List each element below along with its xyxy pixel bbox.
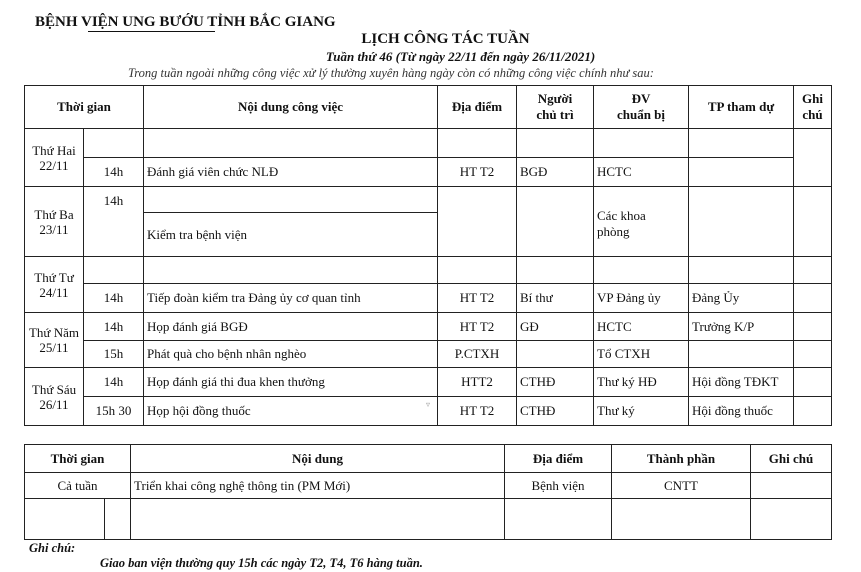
row-prep: VP Đảng ủy: [594, 284, 689, 313]
day-date: 25/11: [39, 340, 69, 355]
week-subtitle: [0, 49, 861, 65]
row-content: Tiếp đoàn kiểm tra Đảng ủy cơ quan tỉnh: [144, 284, 438, 313]
tasks-header-row: [25, 445, 832, 473]
table-row: [25, 313, 832, 341]
col-header-host-line2: chủ trì: [536, 107, 574, 122]
intro-text: Trong tuần ngoài những công việc xử lý thường xuyên hàng ngày còn có những công việc chính như sau:: [128, 66, 654, 80]
row-host: GĐ: [517, 313, 594, 341]
weekly-tasks-table: [24, 444, 832, 540]
row-content: Đánh giá viên chức NLĐ: [144, 158, 438, 187]
row-location: HT T2: [438, 158, 517, 187]
row-content: Họp hội đồng thuốc: [144, 397, 438, 426]
row-location: HT T2: [438, 397, 517, 426]
row-location: HT T2: [438, 313, 517, 341]
row-time: 14h: [84, 158, 144, 187]
week-subtitle-text: Tuần thứ 46 (Từ ngày 22/11 đến ngày 26/11/2021): [325, 49, 596, 64]
row-prep: [594, 187, 689, 257]
cell-dropdown-icon[interactable]: ▿: [426, 400, 431, 409]
col-header-note: [794, 86, 832, 129]
col-header-host: [517, 86, 594, 129]
weekly-schedule-table: [24, 85, 832, 426]
day-name: Thứ Sáu: [31, 381, 77, 397]
col-header-prep-line1: ĐV: [631, 91, 651, 106]
row-host: Bí thư: [517, 284, 594, 313]
col-header-attendees: TP tham dự: [689, 86, 794, 129]
col-header-note-line1: Ghi: [802, 91, 823, 106]
table-row-spacer: [25, 257, 832, 284]
footer-note-label: Ghi chú:: [29, 541, 76, 555]
day-cell-friday: [25, 368, 84, 426]
row-host: BGĐ: [517, 158, 594, 187]
col-header-prep: [594, 86, 689, 129]
table-row-spacer: [25, 187, 832, 213]
row-prep: Tổ CTXH: [594, 341, 689, 368]
row-time: 14h: [84, 368, 144, 397]
day-date: 23/11: [39, 221, 69, 237]
day-date: 24/11: [39, 284, 69, 300]
col-header-location: Địa điểm: [438, 86, 517, 129]
task-content: Triển khai công nghệ thông tin (PM Mới): [131, 473, 505, 499]
tasks-col-header-time: Thời gian: [25, 445, 131, 473]
schedule-header-row: [25, 86, 832, 129]
day-date: 26/11: [39, 396, 69, 412]
tasks-col-header-members: Thành phần: [612, 445, 751, 473]
row-prep: HCTC: [594, 313, 689, 341]
day-cell-monday: [25, 129, 84, 187]
row-content: Kiểm tra bệnh viện: [144, 213, 438, 257]
row-attendees: Hội đồng thuốc: [689, 397, 794, 426]
row-prep-line2: phòng: [597, 224, 630, 239]
day-name: Thứ Năm: [28, 325, 79, 340]
day-name: Thứ Hai: [32, 142, 76, 158]
task-note: [751, 473, 832, 499]
day-date: 22/11: [39, 157, 69, 173]
day-name: Thứ Ba: [34, 206, 74, 222]
row-location: HT T2: [438, 284, 517, 313]
col-header-time: Thời gian: [25, 86, 144, 129]
row-prep: Thư ký HĐ: [594, 368, 689, 397]
tasks-col-header-content: Nội dung: [131, 445, 505, 473]
page-title-text: LỊCH CÔNG TÁC TUẦN: [361, 31, 530, 47]
row-time: 14h: [84, 284, 144, 313]
row-attendees: Hội đồng TĐKT: [689, 368, 794, 397]
col-header-host-line1: Người: [537, 91, 573, 106]
hospital-name: BỆNH VIỆN UNG BƯỚU TỈNH BẮC GIANG: [35, 14, 336, 30]
col-header-note-line2: chú: [802, 107, 823, 122]
row-location: P.CTXH: [438, 341, 517, 368]
row-attendees: Trưởng K/P: [689, 313, 794, 341]
table-row: [25, 473, 832, 499]
table-row: [25, 368, 832, 397]
tasks-col-header-location: Địa điểm: [505, 445, 612, 473]
table-row: [25, 284, 832, 313]
row-attendees: Đảng Ủy: [689, 284, 794, 313]
row-host: CTHĐ: [517, 368, 594, 397]
row-time: 15h 30: [84, 397, 144, 426]
row-time: 15h: [84, 341, 144, 368]
row-prep-line1: Các khoa: [597, 208, 646, 223]
row-time: 14h: [84, 313, 144, 341]
tasks-col-header-note: Ghi chú: [751, 445, 832, 473]
table-row: [25, 341, 832, 368]
row-attendees: [689, 158, 794, 187]
col-header-content: Nội dung công việc: [144, 86, 438, 129]
task-members: CNTT: [612, 473, 751, 499]
footer-note-text: Giao ban viện thường quy 15h các ngày T2, T4, T6 hàng tuần.: [100, 556, 423, 570]
page-title: [0, 31, 861, 48]
table-row-spacer: [25, 129, 832, 158]
task-location: Bệnh viện: [505, 473, 612, 499]
task-time: Cả tuần: [25, 473, 131, 499]
row-host: CTHĐ: [517, 397, 594, 426]
row-location: HTT2: [438, 368, 517, 397]
day-name: Thứ Tư: [34, 269, 74, 285]
table-row-empty: [25, 499, 832, 540]
row-content: Phát quà cho bệnh nhân nghèo: [144, 341, 438, 368]
row-content: Họp đánh giá thi đua khen thưởng: [144, 368, 438, 397]
day-cell-thursday: [25, 313, 84, 368]
col-header-prep-line2: chuẩn bị: [616, 107, 666, 122]
row-content: Họp đánh giá BGĐ: [144, 313, 438, 341]
row-time: 14h: [84, 187, 144, 257]
day-cell-wednesday: [25, 257, 84, 313]
row-prep: Thư ký: [594, 397, 689, 426]
day-cell-tuesday: [25, 187, 84, 257]
table-row: [25, 158, 832, 187]
row-prep: HCTC: [594, 158, 689, 187]
